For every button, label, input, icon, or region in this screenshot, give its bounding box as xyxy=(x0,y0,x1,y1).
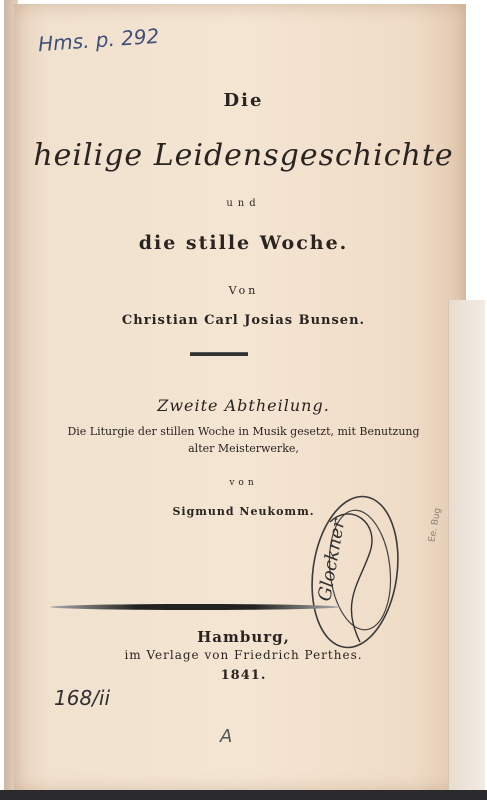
composer: Sigmund Neukomm. xyxy=(172,505,315,518)
part-heading: Zweite Abtheilung. xyxy=(157,396,330,415)
bottom-strip xyxy=(0,790,487,800)
publisher: im Verlage von Friedrich Perthes. xyxy=(124,648,363,662)
page-flap xyxy=(448,300,485,790)
margin-note: Ee. Bug xyxy=(427,507,444,543)
author: Christian Carl Josias Bunsen. xyxy=(121,313,366,328)
subtitle: die stille Woche. xyxy=(138,232,349,254)
call-number-handwriting: 168/ii xyxy=(54,686,111,710)
divider-rule xyxy=(190,352,248,356)
main-title: heilige Leidensgeschichte xyxy=(33,138,454,173)
by-label: Von xyxy=(228,284,259,297)
by-label-2: von xyxy=(229,478,258,488)
publication-place: Hamburg, xyxy=(197,628,290,646)
description-line-2: alter Meisterwerke, xyxy=(188,442,299,455)
signature-text: Glockner xyxy=(314,517,350,603)
shelfmark-handwriting: Hms. p. 292 xyxy=(37,23,160,57)
description-line-1: Die Liturgie der stillen Woche in Musik gesetzt, mit Benutzung xyxy=(67,425,420,438)
publication-year: 1841. xyxy=(220,668,267,683)
title-article: Die xyxy=(223,90,264,111)
handwritten-a: A xyxy=(220,726,233,747)
title-conjunction: und xyxy=(226,198,261,209)
heavy-rule xyxy=(50,604,340,610)
